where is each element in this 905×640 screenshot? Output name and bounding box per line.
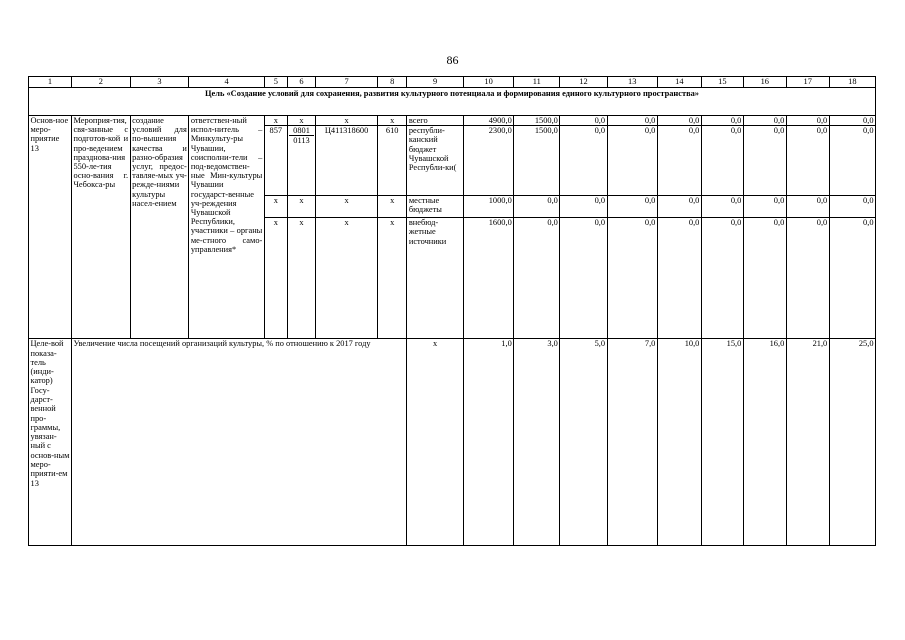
value-cell: 0,0 xyxy=(829,116,875,126)
value-cell: 0,0 xyxy=(657,196,701,218)
vr-cell: 610 xyxy=(378,126,407,196)
csr-cell: x xyxy=(316,218,378,339)
value-cell: 0,0 xyxy=(607,218,657,339)
value-cell: 0,0 xyxy=(786,116,829,126)
column-header: 9 xyxy=(407,77,464,88)
value-cell: 0,0 xyxy=(560,116,607,126)
value-cell: 0,0 xyxy=(657,116,701,126)
value-cell: 2300,0 xyxy=(463,126,513,196)
value-cell: 0,0 xyxy=(607,196,657,218)
column-header: 15 xyxy=(701,77,743,88)
indicator-label-cell: Целе-вой показа-тель (инди-катор) Госу-дарст-венной про-граммы, увязан-ный с основ-ным меро-прияти-ем 13 xyxy=(29,339,72,546)
value-cell: 1600,0 xyxy=(463,218,513,339)
column-header: 3 xyxy=(130,77,189,88)
spacer-row xyxy=(29,100,876,116)
rz-code-primary: 0801 xyxy=(289,126,313,136)
value-cell: 0,0 xyxy=(829,126,875,196)
column-header: 7 xyxy=(316,77,378,88)
column-header: 18 xyxy=(829,77,875,88)
vr-cell: x xyxy=(378,218,407,339)
budget-table xyxy=(28,76,876,546)
value-cell: 0,0 xyxy=(560,218,607,339)
indicator-value-cell: 3,0 xyxy=(514,339,560,546)
indicator-value-cell: 15,0 xyxy=(701,339,743,546)
event-goal-cell: создание условий для по-вышения качества и разно-образия услуг, предос-тавляе-мых уч-режде-ниями культуры насел-ением xyxy=(130,116,189,339)
column-header: 2 xyxy=(71,77,130,88)
table-row-total xyxy=(29,116,876,126)
value-cell: 4900,0 xyxy=(463,116,513,126)
vr-cell: x xyxy=(378,196,407,218)
source-cell: местные бюджеты xyxy=(407,196,464,218)
rz-code-secondary: 0113 xyxy=(293,136,310,146)
column-header: 11 xyxy=(514,77,560,88)
indicator-value-cell: 1,0 xyxy=(463,339,513,546)
value-cell: 0,0 xyxy=(701,196,743,218)
value-cell: 0,0 xyxy=(657,218,701,339)
rz-cell: x xyxy=(287,218,315,339)
indicator-value-cell: 16,0 xyxy=(743,339,786,546)
source-cell: республи-канский бюджет Чувашской Республи-ки( xyxy=(407,126,464,196)
column-header: 8 xyxy=(378,77,407,88)
value-cell: 0,0 xyxy=(514,218,560,339)
value-cell: 0,0 xyxy=(743,218,786,339)
indicator-value-cell: 5,0 xyxy=(560,339,607,546)
table-row-indicator xyxy=(29,339,876,546)
column-header: 5 xyxy=(264,77,287,88)
source-cell: внебюд-жетные источники xyxy=(407,218,464,339)
indicator-value-cell: 7,0 xyxy=(607,339,657,546)
indicator-value-cell: 21,0 xyxy=(786,339,829,546)
vr-cell: x xyxy=(378,116,407,126)
column-header: 17 xyxy=(786,77,829,88)
value-cell: 0,0 xyxy=(786,196,829,218)
event-title-cell: Мероприя-тия, свя-занные с подготов-кой и про-ведением празднова-ния 550-ле-тия осно-вания г. Чебокса-ры xyxy=(71,116,130,339)
value-cell: 0,0 xyxy=(701,126,743,196)
grs-cell: 857 xyxy=(264,126,287,196)
goal-title: Цель «Создание условий для сохранения, развития культурного потенциала и формирования единого культурного пространства» xyxy=(29,88,876,101)
page-number: 86 xyxy=(446,53,459,67)
column-header: 14 xyxy=(657,77,701,88)
indicator-source-cell: x xyxy=(407,339,464,546)
csr-cell: x xyxy=(316,196,378,218)
indicator-value-cell: 10,0 xyxy=(657,339,701,546)
value-cell: 0,0 xyxy=(560,126,607,196)
column-header: 16 xyxy=(743,77,786,88)
event-number-cell: Основ-ное меро-приятие 13 xyxy=(29,116,72,339)
value-cell: 0,0 xyxy=(657,126,701,196)
value-cell: 1500,0 xyxy=(514,116,560,126)
value-cell: 0,0 xyxy=(560,196,607,218)
value-cell: 0,0 xyxy=(607,116,657,126)
value-cell: 0,0 xyxy=(743,196,786,218)
grs-cell: x xyxy=(264,218,287,339)
rz-cell: x xyxy=(287,196,315,218)
column-header: 6 xyxy=(287,77,315,88)
indicator-value-cell: 25,0 xyxy=(829,339,875,546)
value-cell: 1000,0 xyxy=(463,196,513,218)
spacer-cell xyxy=(29,100,876,116)
column-header: 13 xyxy=(607,77,657,88)
column-header: 4 xyxy=(189,77,264,88)
column-header: 1 xyxy=(29,77,72,88)
value-cell: 0,0 xyxy=(829,196,875,218)
goal-row xyxy=(29,88,876,101)
value-cell: 0,0 xyxy=(514,196,560,218)
value-cell: 0,0 xyxy=(607,126,657,196)
value-cell: 0,0 xyxy=(786,126,829,196)
grs-cell: x xyxy=(264,196,287,218)
rz-cell: x xyxy=(287,116,315,126)
csr-cell: x xyxy=(316,116,378,126)
value-cell: 0,0 xyxy=(743,116,786,126)
value-cell: 0,0 xyxy=(829,218,875,339)
value-cell: 0,0 xyxy=(701,116,743,126)
grs-cell: x xyxy=(264,116,287,126)
event-executor-cell: ответствен-ный испол-нитель – Минкульту-ры Чувашии, соисполни-тели – под-ведомствен-ные Мин-культуры Чувашии государст-венные уч-реждения Чувашской Республики, участники – органы ме-стного само-управления* xyxy=(189,116,264,339)
value-cell: 1500,0 xyxy=(514,126,560,196)
rz-cell xyxy=(287,126,315,196)
column-header: 10 xyxy=(463,77,513,88)
source-cell: всего xyxy=(407,116,464,126)
column-header: 12 xyxy=(560,77,607,88)
value-cell: 0,0 xyxy=(786,218,829,339)
csr-cell: Ц411318600 xyxy=(316,126,378,196)
column-number-row xyxy=(29,77,876,88)
value-cell: 0,0 xyxy=(743,126,786,196)
value-cell: 0,0 xyxy=(701,218,743,339)
indicator-description-cell: Увеличение числа посещений организаций культуры, % по отношению к 2017 году xyxy=(71,339,406,546)
